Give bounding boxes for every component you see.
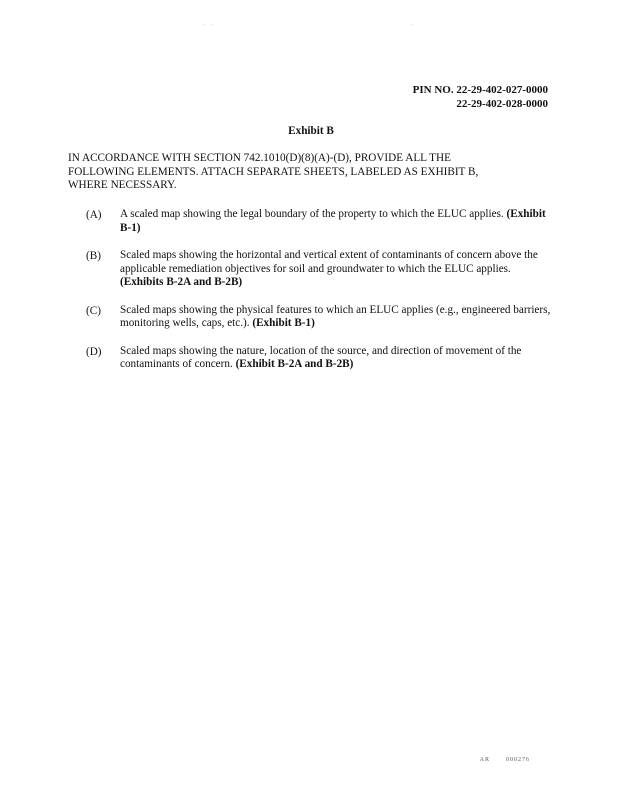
scan-mark-right: · bbox=[411, 22, 415, 28]
item-text: Scaled maps showing the physical features to which an ELUC applies (e.g., engineered barriers, monitoring wells, caps, etc.). bbox=[120, 303, 551, 329]
item-body bbox=[120, 249, 553, 290]
bates-stamp bbox=[480, 753, 530, 767]
item-text: Scaled maps showing the horizontal and vertical extent of contaminants of concern above the applicable remediation objectives for soil and groundwater to which the ELUC applies. bbox=[120, 249, 538, 275]
item-body bbox=[120, 304, 553, 331]
item-exhibit-reference: (Exhibits B-2A and B-2B) bbox=[120, 276, 243, 288]
item-body bbox=[120, 345, 553, 372]
item-letter: (D) bbox=[86, 345, 102, 358]
exhibit-title: Exhibit B bbox=[288, 125, 334, 137]
scan-marks bbox=[203, 18, 423, 32]
list-item-a bbox=[68, 208, 553, 235]
bates-number: 000276 bbox=[506, 757, 530, 763]
intro-paragraph: IN ACCORDANCE WITH SECTION 742.1010(D)(8)(A)-(D), PROVIDE ALL THE FOLLOWING ELEMENTS. ATTACH SEPARATE SHEETS, LABELED AS EXHIBIT B, WHERE NECESSARY. bbox=[68, 152, 479, 191]
item-exhibit-reference: (Exhibit B-2A and B-2B) bbox=[235, 358, 354, 370]
item-text: Scaled maps showing the nature, location of the source, and direction of movement of the contaminants of concern. bbox=[120, 344, 522, 370]
item-exhibit-reference: (Exhibit B-1) bbox=[120, 208, 546, 234]
list-item-c bbox=[68, 304, 553, 331]
item-exhibit-reference: (Exhibit B-1) bbox=[252, 317, 315, 329]
pin-number-block bbox=[413, 83, 548, 111]
list-item-d bbox=[68, 345, 553, 372]
item-letter: (B) bbox=[86, 250, 101, 262]
item-letter: (C) bbox=[86, 304, 101, 317]
bates-label: AR bbox=[479, 757, 490, 763]
pin-number-line-2: 22-29-402-028-0000 bbox=[456, 98, 548, 110]
item-text: A scaled map showing the legal boundary of the property to which the ELUC applies. bbox=[120, 208, 507, 220]
pin-number-line-1: PIN NO. 22-29-402-027-0000 bbox=[412, 84, 548, 96]
list-item-b bbox=[68, 249, 553, 290]
element-list bbox=[68, 208, 553, 386]
scan-mark-left: · · bbox=[203, 22, 215, 28]
item-letter: (A) bbox=[86, 209, 102, 221]
item-body bbox=[120, 208, 553, 235]
